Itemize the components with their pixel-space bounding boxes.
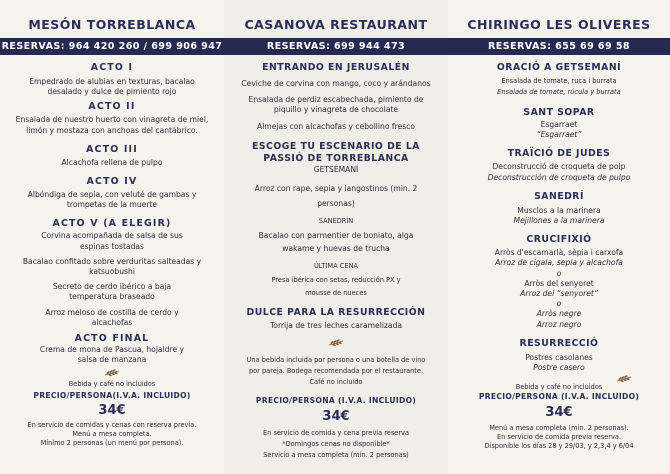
dish-option: Arroz meloso de costilla de cerdo y alcachofas xyxy=(45,307,179,327)
dish: Arroz con rape, sepia y langostinos (min. 2 personas) xyxy=(254,184,418,209)
dish: Bacalao con parmentier de boniato, alga wakame y huevas de trucha xyxy=(258,231,414,254)
section-title: ACTO III xyxy=(86,143,138,155)
section-title: SANEDRÍ xyxy=(534,190,584,202)
restaurant-name: CASANOVA RESTAURANT xyxy=(244,17,428,32)
dish: Presa ibérica con setas, reducción PX y mousse de nueces xyxy=(271,276,401,298)
dish-translation: Arroz del “senyoret” xyxy=(520,289,598,299)
section-title: ENTRANDO EN JERUSALÉN xyxy=(262,62,410,73)
dish: Ensalada de tomate, ruca i burrata xyxy=(501,77,617,85)
dish: Torrija de tres leches caramelizada xyxy=(269,321,403,331)
service-note: Servicio a mesa completa (min. 2 personas) xyxy=(263,451,409,460)
dish-option: Secreto de cerdo ibérico a baja temperatura braseado xyxy=(52,282,172,302)
dish-translation: Deconstrucción de croqueta de pulpo xyxy=(487,172,631,182)
section-title: ACTO II xyxy=(88,101,136,113)
restaurant-name: CHIRINGO LES OLIVERES xyxy=(467,17,651,32)
drinks-note: Una bebida incluida por persona o una botella de vino por pareja. Bodega recomendada por el restaurante. Café no incluido xyxy=(246,356,426,387)
dish-translation: Arroz de cigala, sepia y alcachofa xyxy=(495,258,623,268)
dish-translation: Mejillones a la marinera xyxy=(513,216,605,226)
service-note: Menú a mesa completa. xyxy=(72,430,152,439)
price: 34€ xyxy=(322,409,350,425)
dish-option: Corvina acompañada de salsa de sus espinas tostadas xyxy=(41,231,183,251)
dish: Alcachofa rellena de pulpo xyxy=(61,157,163,167)
dish: Deconstrucció de croqueta de polp xyxy=(492,162,626,172)
subsection-title: SANEDRÍN xyxy=(318,217,354,226)
casanova-restaurant-column xyxy=(224,0,448,474)
restaurant-name: MESÓN TORREBLANCA xyxy=(28,17,196,32)
dish: Ensalada de nuestro huerto con vinagreta de miel, limón y mostaza con anchoas del cantábrico. xyxy=(15,115,209,135)
dish: Almejas con alcachofas y cebollino fresco xyxy=(257,121,415,131)
price-label: PRECIO/PERSONA (I.V.A. INCLUIDO) xyxy=(255,396,417,406)
dish: Arròs d'escamarlà, sèpia i carxofa xyxy=(494,248,624,258)
dish: Esgarraet xyxy=(540,120,578,129)
service-note: Menú a mesa completa (min. 2 personas). xyxy=(489,424,629,433)
dish: Albóndiga de sepia, con veluté de gambas y trompetas de la muerte xyxy=(27,190,197,210)
price: 34€ xyxy=(98,403,126,419)
section-title: ACTO V (A ELEGIR) xyxy=(52,218,172,230)
price-label: PRECIO/PERSONA(I.V.A. INCLUIDO) xyxy=(33,391,191,401)
drinks-note: Bebida y café no incluidos xyxy=(515,383,603,392)
dish: Postres casolanes xyxy=(525,352,593,362)
section-title: ACTO FINAL xyxy=(74,333,150,345)
section-title: ACTO I xyxy=(90,62,134,73)
dish-option: Bacalao confitado sobre verduritas salteadas y katsuobushi xyxy=(22,256,202,277)
section-title: PASSIÓ DE TORREBLANCA xyxy=(263,152,409,164)
section-title: TRAÏCIÓ DE JUDES xyxy=(507,148,611,160)
leaf-sprig-icon xyxy=(104,368,120,377)
section-title: SANT SOPAR xyxy=(523,107,595,118)
reservations-bar: RESERVAS: 655 69 69 58 xyxy=(448,38,670,55)
dish-translation: Ensalada de tomate, rúcula y burrata xyxy=(497,88,621,96)
dish: Crema de mona de Pascua, hojaldre y salsa de manzana xyxy=(39,345,185,365)
section-title: ESCOGE TU ESCENARIO DE LA xyxy=(252,140,420,152)
leaf-sprig-icon xyxy=(616,374,632,383)
option-separator: o xyxy=(556,299,562,309)
drinks-note: Bebida y café no incluidos xyxy=(68,380,156,389)
dish: Ceviche de corvina con mango, coco y arándanos xyxy=(241,79,431,88)
service-note: En servicio de comida previa reserva. xyxy=(496,433,622,442)
service-note: Mínimo 2 personas (un menú por persona). xyxy=(40,439,184,448)
price-label: PRECIO/PERSONA (I.V.A. INCLUIDO) xyxy=(478,392,640,402)
reservations-bar: RESERVAS: 699 944 473 xyxy=(224,38,448,55)
service-note: En servicio de comidas y cenas con reserva previa. xyxy=(27,421,197,430)
dish: Arròs negre xyxy=(536,309,582,319)
section-title: ACTO IV xyxy=(86,176,138,188)
dish-translation: Arroz negro xyxy=(536,319,582,329)
meson-torreblanca-column xyxy=(0,0,224,474)
section-title: RESURRECCIÓ xyxy=(519,337,599,349)
chiringo-les-oliveres-column xyxy=(448,0,670,474)
service-note: *Domingos cenas no disponible* xyxy=(282,440,390,449)
section-title: DULCE PARA LA RESURRECCIÓN xyxy=(246,307,426,319)
dish: Musclos a la marinera xyxy=(517,205,601,215)
service-note: Disponible los días 28 y 29/03, y 2,3,4 y 6/04 xyxy=(484,442,634,451)
subsection-title: GETSEMANÍ xyxy=(313,164,359,174)
dish-translation: “Esgarraet” xyxy=(536,130,582,140)
dish: Empedrado de alubias en texturas, bacalao desalado y dulce de pimiento rojo xyxy=(29,77,195,97)
dish: Ensalada de perdiz escabechada, pimiento de piquillo y vinagreta de chocolate xyxy=(248,95,424,115)
option-separator: o xyxy=(556,268,562,278)
dish: Arròs del senyoret xyxy=(524,278,594,288)
reservations-bar: RESERVAS: 964 420 260 / 699 906 947 xyxy=(0,38,224,55)
section-title: CRUCIFIXIÓ xyxy=(526,234,592,246)
subsection-title: ÚLTIMA CENA xyxy=(313,262,359,271)
service-note: En servicio de comida y cena previa reserva xyxy=(263,429,409,438)
price: 34€ xyxy=(545,405,573,421)
dish-translation: Postre casero xyxy=(533,363,585,373)
section-title: ORACIÓ A GETSEMANÍ xyxy=(496,62,622,73)
leaf-sprig-icon xyxy=(328,338,344,347)
